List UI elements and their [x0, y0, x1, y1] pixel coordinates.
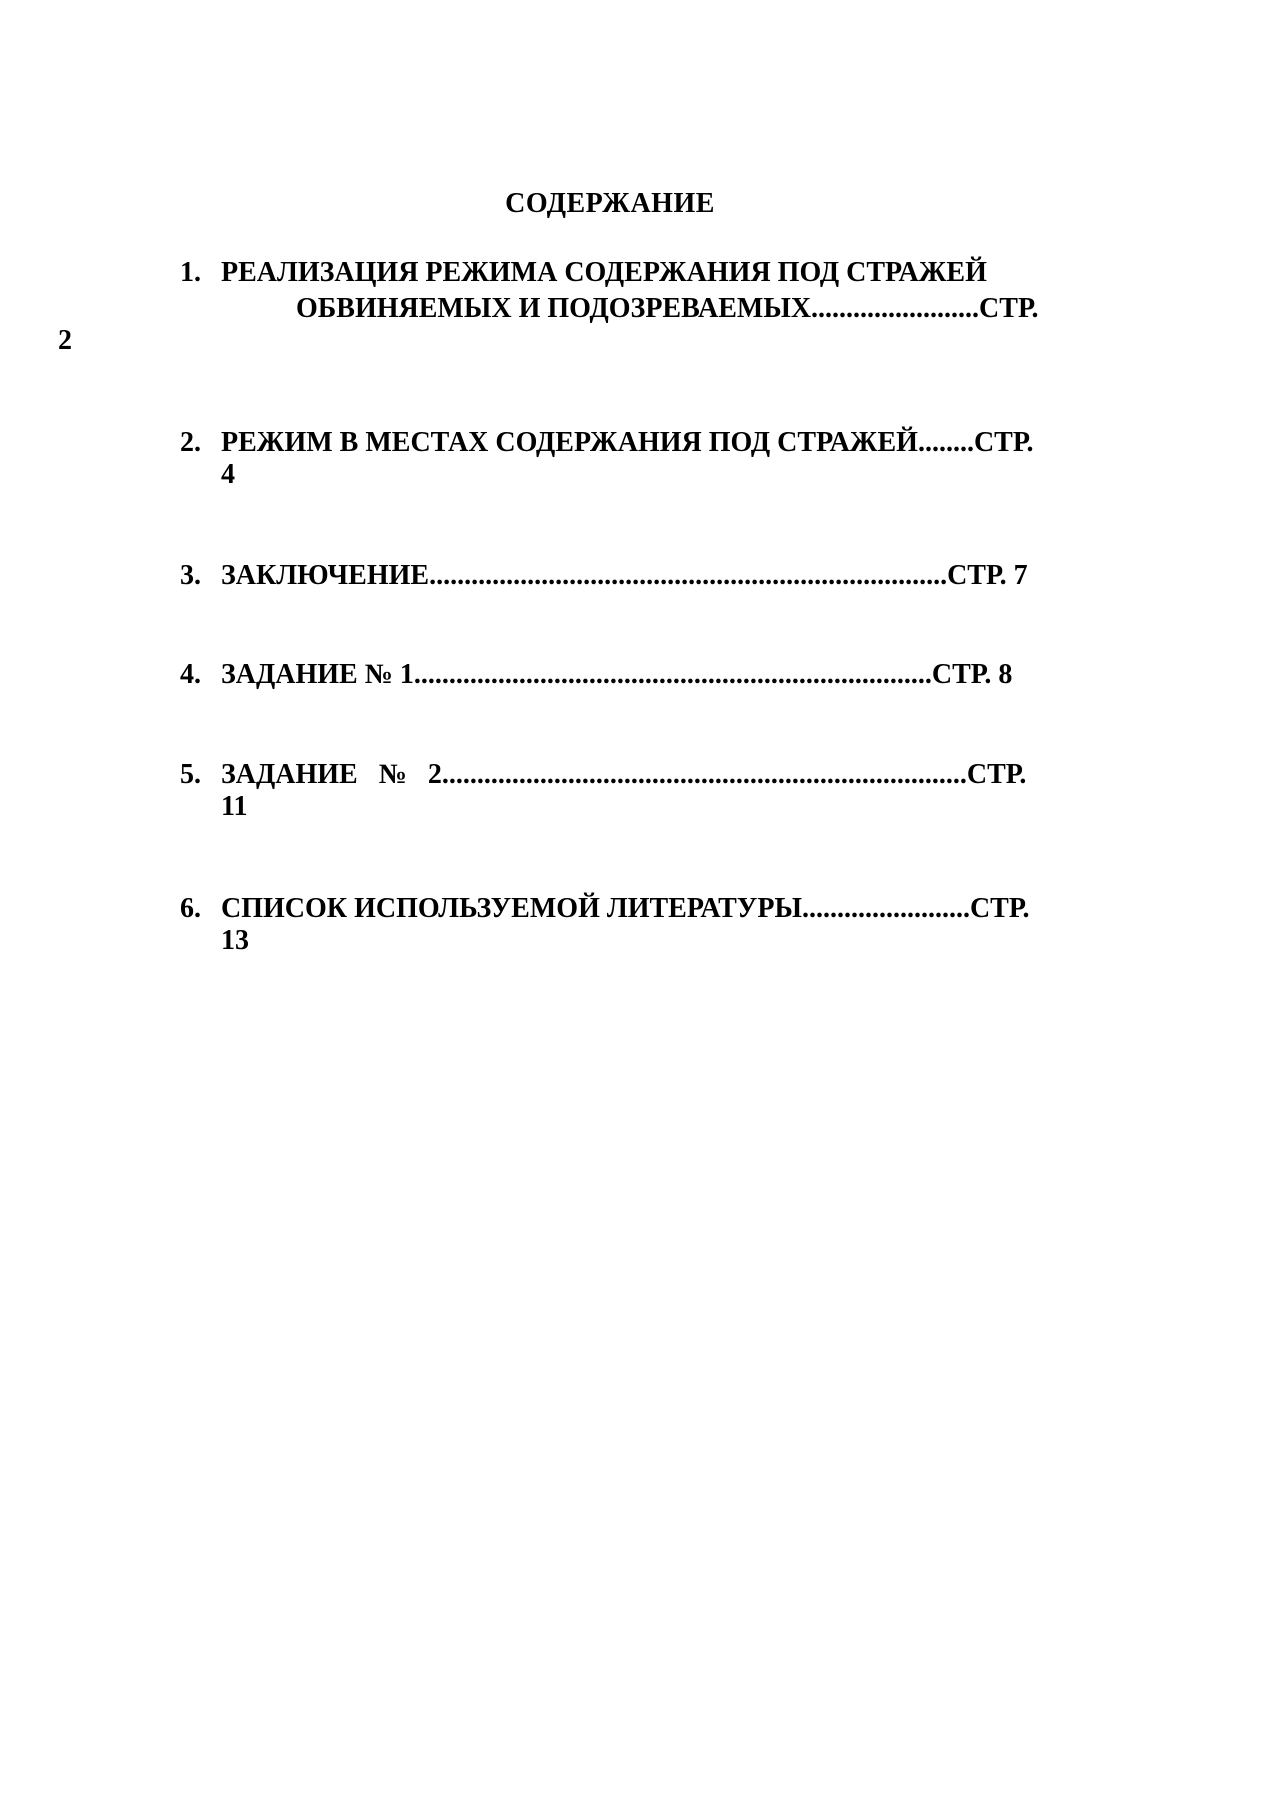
toc-item-text: РЕЖИМ В МЕСТАХ СОДЕРЖАНИЯ ПОД СТРАЖЕЙ........СТР.	[221, 427, 1034, 458]
toc-item-page: 4	[221, 459, 235, 490]
toc-item-text: РЕАЛИЗАЦИЯ РЕЖИМА СОДЕРЖАНИЯ ПОД СТРАЖЕЙ	[221, 257, 987, 288]
toc-item-page: 11	[221, 791, 248, 822]
toc-item-text-continued: ОБВИНЯЕМЫХ И ПОДОЗРЕВАЕМЫХ........................СТР.	[296, 293, 1039, 324]
toc-item-1-page: 2	[58, 325, 72, 356]
toc-item-number: 3.	[180, 560, 201, 591]
toc-item-number: 2.	[180, 427, 201, 458]
toc-item-number: 5.	[180, 759, 201, 790]
page-title: СОДЕРЖАНИЕ	[505, 188, 715, 219]
toc-item-text: ЗАДАНИЕ № 2...........................................................................СТР.	[221, 759, 1027, 790]
toc-item-text: ЗАКЛЮЧЕНИЕ..........................................................................СТР. 7	[221, 560, 1028, 591]
toc-item-number: 1.	[180, 257, 201, 288]
toc-item-number: 6.	[180, 893, 201, 924]
toc-item-number: 4.	[180, 659, 201, 690]
toc-item-text: ЗАДАНИЕ № 1..........................................................................СТР. 8	[221, 659, 1013, 690]
toc-item-page: 13	[221, 925, 249, 956]
toc-item-text: СПИСОК ИСПОЛЬЗУЕМОЙ ЛИТЕРАТУРЫ........................СТР.	[221, 893, 1030, 924]
